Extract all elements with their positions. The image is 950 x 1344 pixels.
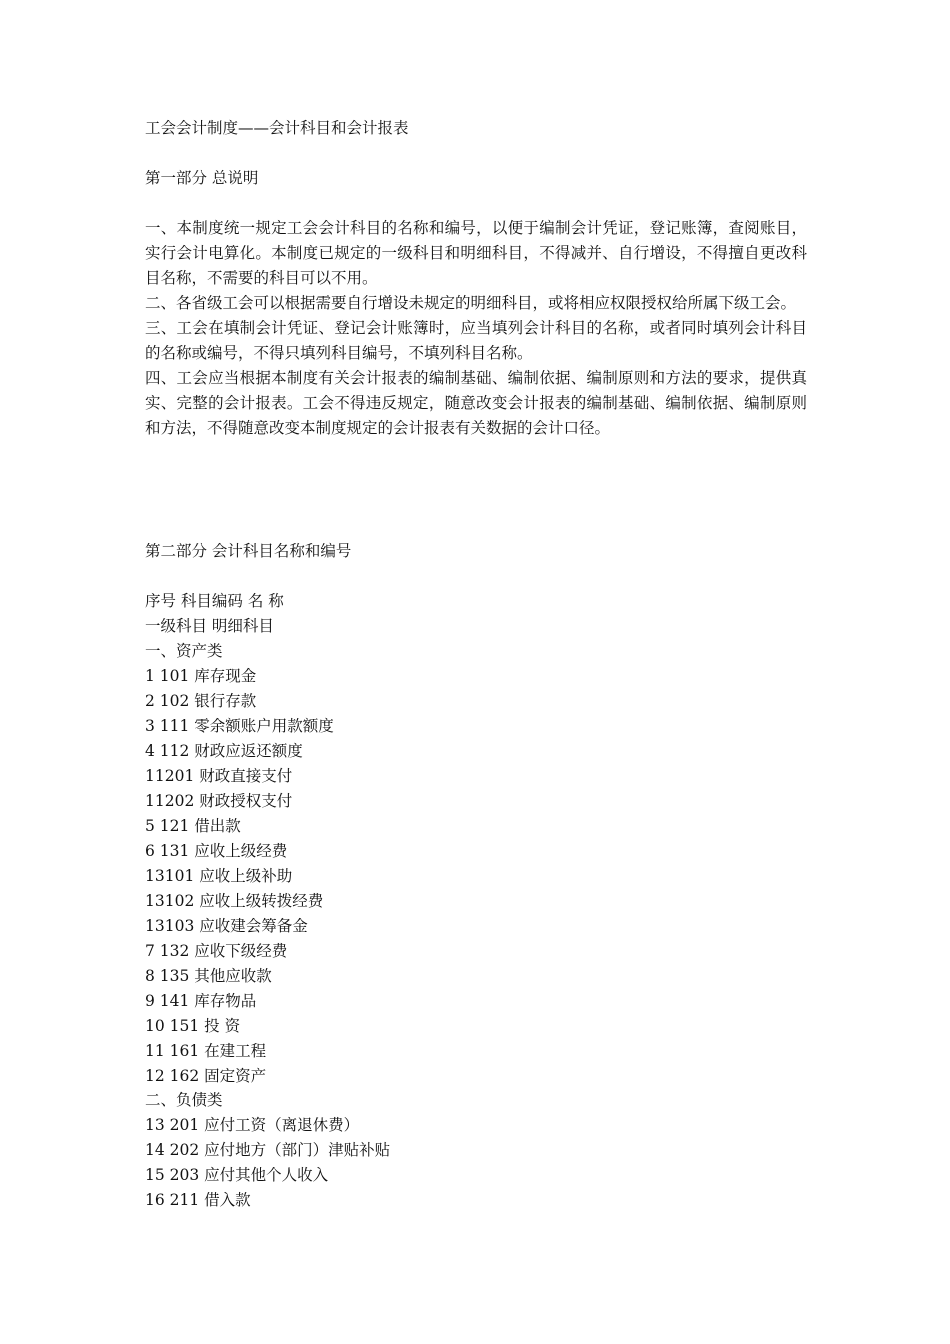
account-line: 7 132 应收下级经费	[145, 942, 288, 960]
paragraph-2: 二、各省级工会可以根据需要自行增设未规定的明细科目，或将相应权限授权给所属下级工会。	[145, 294, 797, 312]
account-line: 13102 应收上级转拨经费	[145, 892, 324, 910]
paragraph-1: 一、本制度统一规定工会会计科目的名称和编号，以便于编制会计凭证，登记账簿，查阅账目，实行会计电算化。本制度已规定的一级科目和明细科目，不得减并、自行增设，不得擅自更改科目名称，不需要的科目可以不用。	[145, 219, 807, 287]
account-line: 10 151 投 资	[145, 1017, 241, 1035]
document-title: 工会会计制度——会计科目和会计报表	[145, 119, 409, 137]
account-line: 序号 科目编码 名 称	[145, 592, 284, 610]
account-line: 一级科目 明细科目	[145, 617, 274, 635]
paragraph-4: 四、工会应当根据本制度有关会计报表的编制基础、编制依据、编制原则和方法的要求，提供真实、完整的会计报表。工会不得违反规定，随意改变会计报表的编制基础、编制依据、编制原则和方法，不得随意改变本制度规定的会计报表有关数据的会计口径。	[145, 369, 807, 437]
account-line: 5 121 借出款	[145, 817, 241, 835]
account-line: 6 131 应收上级经费	[145, 842, 288, 860]
part1-body	[145, 216, 807, 441]
account-line: 3 111 零余额账户用款额度	[145, 717, 334, 735]
account-line: 11202 财政授权支付	[145, 792, 293, 810]
account-line: 一、资产类	[145, 642, 223, 660]
account-line: 4 112 财政应返还额度	[145, 742, 303, 760]
account-line: 11 161 在建工程	[145, 1042, 267, 1060]
account-line: 16 211 借入款	[145, 1191, 251, 1209]
account-line: 8 135 其他应收款	[145, 967, 272, 985]
part2-heading: 第二部分 会计科目名称和编号	[145, 542, 352, 560]
account-line: 15 203 应付其他个人收入	[145, 1166, 329, 1184]
account-line: 2 102 银行存款	[145, 692, 257, 710]
account-line: 11201 财政直接支付	[145, 767, 293, 785]
paragraph-3: 三、工会在填制会计凭证、登记会计账簿时，应当填列会计科目的名称，或者同时填列会计科目的名称或编号，不得只填列科目编号，不填列科目名称。	[145, 319, 807, 362]
part1-heading: 第一部分 总说明	[145, 169, 259, 187]
account-line: 9 141 库存物品	[145, 992, 257, 1010]
account-line: 13103 应收建会筹备金	[145, 917, 308, 935]
account-line: 二、负债类	[145, 1091, 223, 1109]
account-line: 14 202 应付地方（部门）津贴补贴	[145, 1141, 391, 1159]
account-line: 13101 应收上级补助	[145, 867, 293, 885]
account-line: 12 162 固定资产	[145, 1067, 267, 1085]
account-line: 13 201 应付工资（离退休费）	[145, 1116, 360, 1134]
account-line: 1 101 库存现金	[145, 667, 257, 685]
